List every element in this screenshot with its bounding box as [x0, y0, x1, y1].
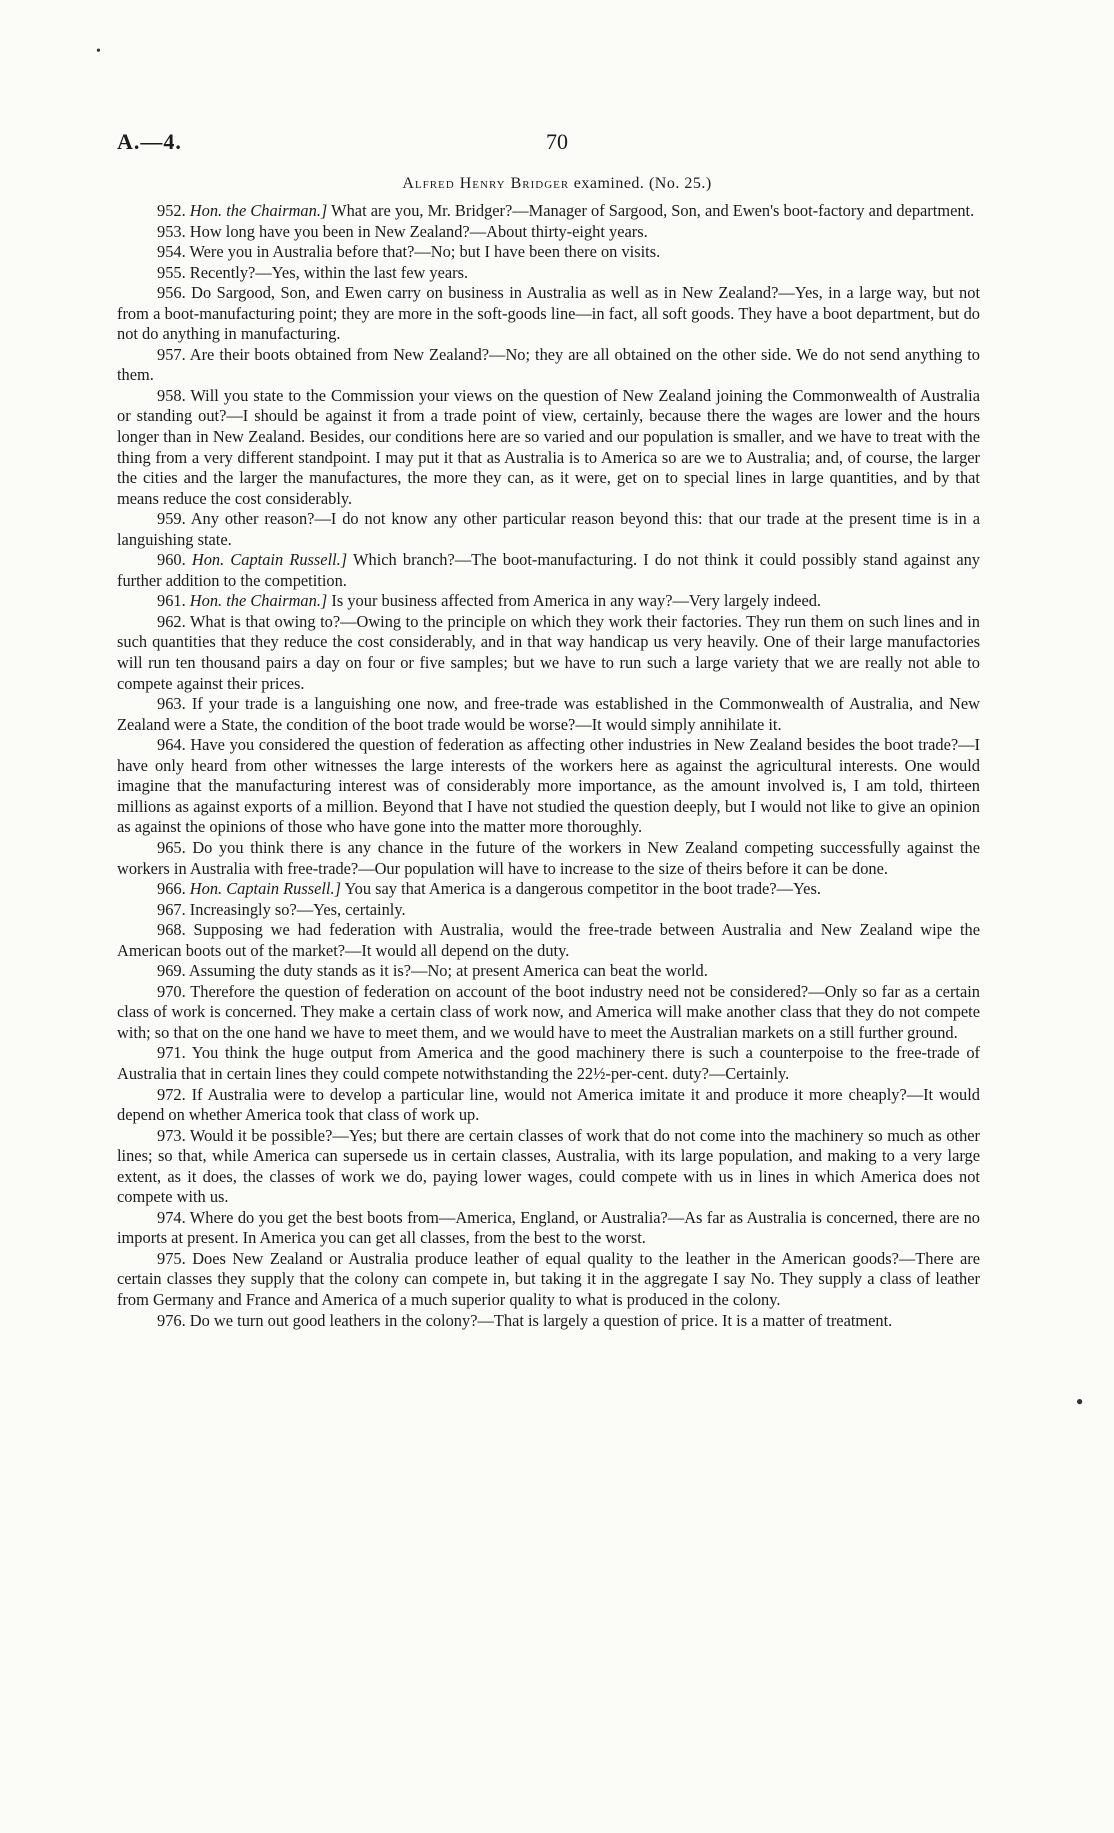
testimony-entry: [117, 283, 980, 345]
entry-number: 953.: [157, 221, 186, 241]
testimony-entry: [117, 263, 980, 284]
testimony-entry: [117, 1126, 980, 1208]
entry-number: 962.: [157, 611, 186, 631]
testimony-entry: [117, 900, 980, 921]
stray-mark: •: [96, 44, 101, 59]
stray-mark: ●: [1076, 1394, 1084, 1408]
entry-number: 960.: [157, 550, 186, 570]
entry-text: You say that America is a dangerous competitor in the boot trade?—Yes.: [344, 879, 821, 899]
entry-number: 957.: [157, 344, 186, 364]
entry-number: 954.: [157, 242, 186, 262]
testimony-entry: [117, 961, 980, 982]
entry-text: Are their boots obtained from New Zealand?—No; they are all obtained on the other side. We do not send anything to them.: [117, 344, 980, 385]
testimony-entry: [117, 735, 980, 838]
entry-text: Were you in Australia before that?—No; but I have been there on visits.: [189, 242, 661, 262]
testimony-entry: [117, 242, 980, 263]
testimony-entry: [117, 920, 980, 961]
witness-name: Alfred Henry Bridger: [402, 175, 570, 192]
entry-number: 971.: [157, 1043, 186, 1063]
entry-number: 964.: [157, 735, 186, 755]
entry-number: 969.: [157, 961, 186, 981]
entry-text: Does New Zealand or Australia produce leather of equal quality to the leather in the American goods?—There are certain classes they supply that the colony can compete in, but taking it in the aggregate I say No. They supply a class of leather from Germany and France and America of a much superior quality to what is produced in the colony.: [117, 1248, 980, 1309]
testimony-entry: [117, 345, 980, 386]
entry-number: 956.: [157, 283, 186, 303]
entry-text: If Australia were to develop a particular line, would not America imitate it and produce it more cheaply?—It would depend on whether America took that class of work up.: [117, 1084, 980, 1125]
entry-text: How long have you been in New Zealand?—About thirty-eight years.: [189, 221, 648, 241]
entry-text: Therefore the question of federation on account of the boot industry need not be considered?—Only so far as a certain class of work is concerned. They make a certain class of work now, and America will make another class that they do not compete with; so that on the one hand we have to meet them, and we would have to meet the Australian markets on a still further ground.: [117, 981, 980, 1042]
testimony-entry: [117, 1311, 980, 1332]
entry-number: 975.: [157, 1248, 186, 1268]
entry-text: What are you, Mr. Bridger?—Manager of Sargood, Son, and Ewen's boot-factory and department.: [331, 201, 975, 220]
witness-suffix: examined.: [573, 175, 645, 192]
entry-speaker: Hon. the Chairman.]: [189, 201, 328, 220]
entry-text: Have you considered the question of federation as affecting other industries in New Zealand besides the boot trade?—I have only heard from other witnesses the large interests of the workers here as against the agricultural interests. One would imagine that the manufacturing interest was of considerably more importance, as the amount involved is, I am told, thirteen millions as against exports of a million. Beyond that I have not studied the question deeply, but I would not like to give an opinion as against the opinions of those who have gone into the matter more thoroughly.: [117, 735, 980, 837]
entry-number: 966.: [157, 879, 186, 899]
entry-text: Supposing we had federation with Australia, would the free-trade between Australia and New Zealand wipe the American boots out of the market?—It would all depend on the duty.: [117, 920, 980, 960]
entry-text: Recently?—Yes, within the last few years.: [189, 262, 469, 282]
testimony-entry: [117, 591, 980, 612]
entry-number: 963.: [157, 694, 186, 714]
entry-number: 973.: [157, 1125, 186, 1145]
entry-number: 958.: [157, 385, 186, 405]
entry-text: What is that owing to?—Owing to the principle on which they work their factories. They run them on such lines and in such quantities that they reduce the cost considerably, and in that way handicap us very heavily. One of their large manufactories will run ten thousand pairs a day on four or five samples; but we have to run such a large variety that we are really not able to compete against their prices.: [117, 611, 980, 693]
entry-text: Will you state to the Commission your views on the question of New Zealand joining the Commonwealth of Australia or standing out?—I should be against it from a trade point of view, certainly, because there the wages are lower and the hours longer than in New Zealand. Besides, our conditions here are so varied and our population is smaller, and we have to treat with the thing from a very different standpoint. I may put it that as Australia is to America so are we to Australia; and, of course, the larger the cities and the larger the manufactures, the more they can, as it were, get on to special lines in large quantities, and by that means reduce the cost considerably.: [117, 385, 980, 508]
page-number: 70: [546, 129, 568, 154]
entry-number: 976.: [157, 1310, 186, 1330]
entry-text: Do Sargood, Son, and Ewen carry on business in Australia as well as in New Zealand?—Yes, in a large way, but not from a boot-manufacturing point; they are more in the soft-goods line—in fact, all soft goods. They have a boot department, but do not do anything in manufacturing.: [117, 283, 980, 344]
testimony-entry: [117, 612, 980, 694]
entry-speaker: Hon. the Chairman.]: [189, 591, 328, 611]
testimony-entry: [117, 982, 980, 1044]
entry-speaker: Hon. Captain Russell.]: [189, 879, 341, 899]
entry-text: Assuming the duty stands as it is?—No; at present America can beat the world.: [188, 961, 708, 981]
entry-text: You think the huge output from America and the good machinery there is such a counterpoise to the free-trade of Australia that in certain lines they could compete notwithstanding the 22½-per-cent. duty?—Certainly.: [117, 1043, 980, 1083]
testimony-entry: [117, 201, 980, 222]
entry-number: 965.: [157, 837, 186, 857]
entry-number: 952.: [157, 201, 186, 220]
witness-heading: [0, 175, 1114, 193]
entry-text: Any other reason?—I do not know any other particular reason beyond this: that our trade at the present time is in a languishing state.: [117, 509, 980, 549]
entry-text: Do you think there is any chance in the future of the workers in New Zealand competing successfully against the workers in Australia with free-trade?—Our population will have to increase to the size of theirs before it can be done.: [117, 837, 980, 878]
entry-number: 970.: [157, 981, 186, 1001]
entry-speaker: Hon. Captain Russell.]: [191, 550, 348, 570]
testimony-body: [117, 201, 980, 1331]
entry-text: Where do you get the best boots from—America, England, or Australia?—As far as Australia is concerned, there are no imports at present. In America you can get all classes, from the best to the worst.: [117, 1207, 980, 1248]
testimony-entry: [117, 1249, 980, 1311]
entry-number: 972.: [157, 1084, 186, 1104]
entry-text: Which branch?—The boot-manufacturing. I do not think it could possibly stand against any further addition to the competition.: [117, 550, 980, 590]
document-code: A.—4.: [117, 129, 182, 154]
entry-text: Would it be possible?—Yes; but there are certain classes of work that do not come into the machinery so much as other lines; so that, while America can supersede us in certain classes, Australia, with its large population, and making to a very large extent, as it does, the classes of work we do, paying lower wages, could compete with us in lines in which America does not compete with us.: [117, 1125, 980, 1207]
testimony-entry: [117, 222, 980, 243]
testimony-entry: [117, 386, 980, 509]
testimony-entry: [117, 550, 980, 591]
entry-number: 959.: [157, 509, 186, 529]
testimony-entry: [117, 694, 980, 735]
entry-number: 974.: [157, 1207, 186, 1227]
entry-text: If your trade is a languishing one now, and free-trade was established in the Commonwealth of Australia, and New Zealand were a State, the condition of the boot trade would be worse?—It would simply annihilate it.: [117, 694, 980, 734]
entry-text: Do we turn out good leathers in the colony?—That is largely a question of price. It is a matter of treatment.: [189, 1310, 893, 1330]
entry-number: 961.: [157, 591, 186, 611]
testimony-entry: [117, 1043, 980, 1084]
entry-text: Increasingly so?—Yes, certainly.: [189, 899, 406, 919]
entry-number: 968.: [157, 920, 186, 940]
testimony-entry: [117, 509, 980, 550]
entry-number: 967.: [157, 899, 186, 919]
entry-text: Is your business affected from America in any way?—Very largely indeed.: [331, 591, 822, 611]
witness-number: (No. 25.): [648, 175, 712, 192]
entry-number: 955.: [157, 262, 186, 282]
testimony-entry: [117, 1208, 980, 1249]
testimony-entry: [117, 838, 980, 879]
testimony-entry: [117, 879, 980, 900]
testimony-entry: [117, 1085, 980, 1126]
